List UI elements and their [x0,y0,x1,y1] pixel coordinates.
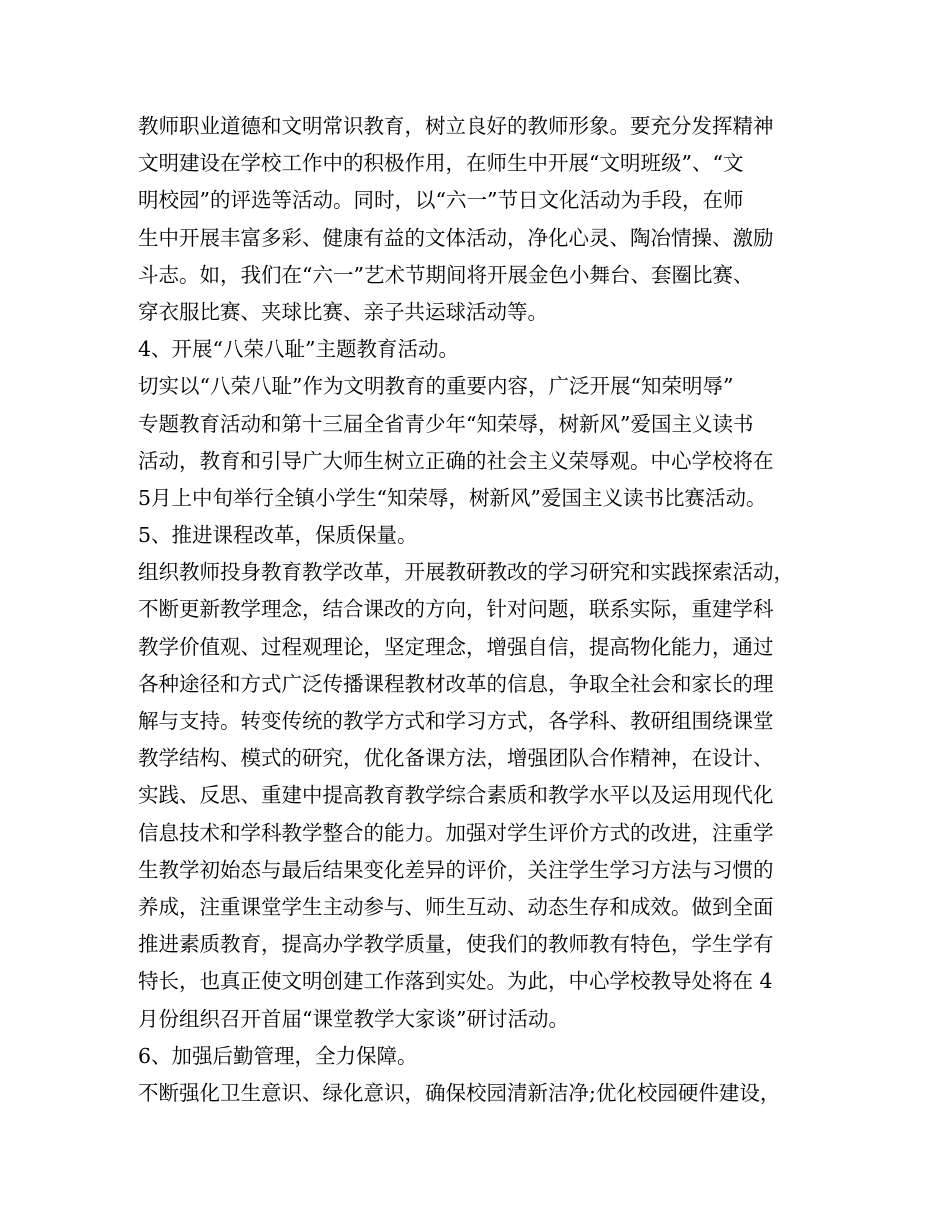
text-line: 切实以“八荣八耻”作为文明教育的重要内容，广泛开展“知荣明辱” [138,374,734,399]
text-line: 解与支持。转变传统的教学方式和学习方式，各学科、教研组围绕课堂 [138,709,774,733]
body-text [138,108,828,1112]
text-line: 生中开展丰富多彩、健康有益的文体活动，净化心灵、陶冶情操、激励 [138,225,774,250]
text-line: 明校园”的评选等活动。同时，以“六一”节日文化活动为手段，在师 [138,188,744,213]
text-line: 信息技术和学科教学整合的能力。加强对学生评价方式的改进，注重学 [138,820,774,845]
text-line: 特长，也真正使文明创建工作落到实处。为此，中心学校教导处将在 4 [138,969,773,994]
text-line: 教学价值观、过程观理论，坚定理念，增强自信，提高物化能力，通过 [138,634,774,659]
section-heading-4: 4、开展“八荣八耻”主题教育活动。 [138,337,460,362]
text-line: 养成，注重课堂学生主动参与、师生互动、动态生存和成效。做到全面 [138,894,774,919]
text-line: 推进素质教育，提高办学教学质量，使我们的教师教有特色，学生学有 [138,932,774,957]
text-line: 文明建设在学校工作中的积极作用，在师生中开展“文明班级”、“文 [138,151,744,176]
text-line: 专题教育活动和第十三届全省青少年“知荣辱，树新风”爱国主义读书 [138,411,754,436]
text-line: 活动，教育和引导广大师生树立正确的社会主义荣辱观。中心学校将在 [138,448,774,473]
text-line: 穿衣服比赛、夹球比赛、亲子共运球活动等。 [138,299,548,324]
text-line: 不断更新教学理念，结合课改的方向，针对问题，联系实际，重建学科 [138,597,774,622]
text-line: 5月上中旬举行全镇小学生“知荣辱，树新风”爱国主义读书比赛活动。 [138,485,767,510]
text-line: 生教学初始态与最后结果变化差异的评价，关注学生学习方法与习惯的 [138,857,774,882]
section-heading-6: 6、加强后勤管理，全力保障。 [138,1043,418,1068]
text-line: 组织教师投身教育教学改革，开展教研教改的学习研究和实践探索活动， [138,560,794,585]
text-line: 教师职业道德和文明常识教育，树立良好的教师形象。要充分发挥精神 [138,114,774,138]
text-line: 实践、反思、重建中提高教育教学综合素质和教学水平以及运用现代化 [138,783,774,808]
text-line: 各种途径和方式广泛传播课程教材改革的信息，争取全社会和家长的理 [138,671,774,696]
text-line: 教学结构、模式的研究，优化备课方法，增强团队合作精神，在设计、 [138,746,774,771]
section-heading-5: 5、推进课程改革，保质保量。 [138,523,418,548]
text-line: 斗志。如，我们在“六一”艺术节期间将开展金色小舞台、套圈比赛、 [138,262,754,287]
text-line: 不断强化卫生意识、绿化意识，确保校园清新洁净;优化校园硬件建设， [138,1080,781,1105]
text-line: 月份组织召开首届“课堂教学大家谈”研讨活动。 [138,1006,569,1031]
